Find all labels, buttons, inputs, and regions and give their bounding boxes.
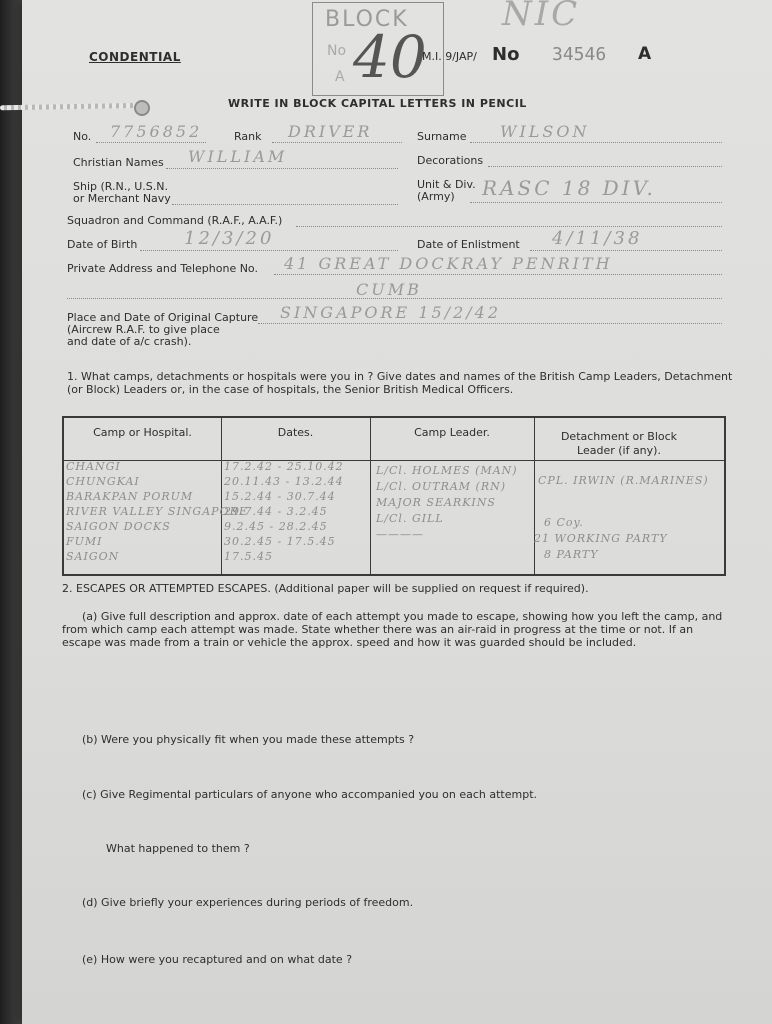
ship-label-1: Ship (R.N., U.S.N. (73, 180, 168, 193)
camp-entry: CHUNGKAI (66, 475, 140, 488)
ship-line (172, 204, 398, 205)
camp-entry: BARAKPAN PORUM (66, 490, 194, 503)
squadron-line (296, 226, 722, 227)
detachment-entry: 6 Coy. (544, 516, 584, 529)
detachment-entry: 21 WORKING PARTY (534, 532, 668, 545)
christian-names-label: Christian Names (73, 156, 164, 169)
squadron-label: Squadron and Command (R.A.F., A.A.F.) (67, 214, 283, 227)
surname-line (470, 142, 722, 143)
capture-value: SINGAPORE 15/2/42 (280, 303, 501, 322)
rank-label: Rank (234, 130, 262, 143)
stamp-block-word: BLOCK (325, 7, 409, 32)
question-1-line-1: 1. What camps, detachments or hospitals were you in ? Give dates and names of the British Camp Leaders, Detachment (67, 370, 733, 383)
pow-questionnaire-page (22, 0, 772, 1024)
date-entry: 30.2.45 - 17.5.45 (224, 535, 336, 548)
ship-label-2: or Merchant Navy (73, 192, 171, 205)
no-label: No. (73, 130, 92, 143)
rank-value: DRIVER (288, 122, 373, 141)
question-2a (62, 610, 752, 649)
unit-value: RASC 18 DIV. (482, 176, 656, 200)
serial-suffix: A (638, 44, 652, 64)
dob-value: 12/3/20 (184, 228, 275, 249)
capture-label-1: Place and Date of Original Capture (67, 311, 259, 324)
no-value: 7756852 (110, 122, 203, 141)
stamp-no-text: No (327, 43, 347, 59)
form-reference: M.I. 9/JAP/ (422, 50, 477, 63)
date-entry: 9.2.45 - 28.2.45 (224, 520, 328, 533)
date-entry: 17.5.45 (224, 550, 273, 563)
header-dates: Dates. (277, 426, 314, 439)
question-2e: (e) How were you recaptured and on what date ? (82, 953, 353, 966)
block-stamp (312, 2, 444, 96)
surname-value: WILSON (500, 122, 590, 141)
serial-number: 34546 (552, 44, 607, 65)
camp-entry: SAIGON DOCKS (66, 520, 171, 533)
header-camp: Camp or Hospital. (93, 426, 192, 439)
address-label: Private Address and Telephone No. (67, 262, 258, 275)
christian-names-line (166, 168, 398, 169)
unit-label-2: (Army) (417, 190, 455, 203)
christian-names-value: WILLIAM (188, 147, 288, 166)
camp-entry: CHANGI (66, 460, 121, 473)
enlistment-label: Date of Enlistment (417, 238, 520, 251)
dob-label: Date of Birth (67, 238, 138, 251)
camps-table (62, 416, 726, 576)
decorations-label: Decorations (417, 154, 484, 167)
question-2-heading: 2. ESCAPES OR ATTEMPTED ESCAPES. (Additional paper will be supplied on request if required). (62, 582, 589, 595)
enlistment-line (530, 250, 722, 251)
date-entry: 20.11.43 - 13.2.44 (224, 475, 344, 488)
leader-entry: L/Cl. OUTRAM (RN) (376, 480, 507, 493)
stamp-block-number: 40 (353, 23, 427, 91)
table-header-divider (64, 460, 724, 461)
address-value-1: 41 GREAT DOCKRAY PENRITH (284, 254, 613, 273)
decorations-line (488, 166, 722, 167)
leader-entry: MAJOR SEARKINS (376, 496, 496, 509)
capture-label-2: (Aircrew R.A.F. to give place (67, 323, 220, 336)
address-value-2: CUMB (356, 280, 422, 299)
rank-line (272, 142, 402, 143)
question-2c: (c) Give Regimental particulars of anyone who accompanied you on each attempt. (82, 788, 538, 801)
question-2b: (b) Were you physically fit when you made these attempts ? (82, 733, 415, 746)
capture-line (258, 323, 722, 324)
question-2a-line-1: (a) Give full description and approx. date of each attempt you made to escape, showing how you left the camp, and (82, 610, 723, 623)
table-divider (370, 418, 371, 574)
detachment-entry: 8 PARTY (544, 548, 599, 561)
question-2a-line-3: escape was made from a train or vehicle the approx. speed and how it was guarded should be included. (62, 636, 637, 649)
question-2a-line-2: from which camp each attempt was made. State whether there was an air-raid in progress at the time or not. If an (62, 623, 694, 636)
dob-line (140, 250, 398, 251)
camp-entry: SAIGON (66, 550, 120, 563)
date-entry: 29.7.44 - 3.2.45 (224, 505, 328, 518)
punch-hole (134, 100, 150, 116)
confidential-label: CONDENTIAL (89, 50, 181, 64)
table-divider (221, 418, 222, 574)
question-1 (67, 370, 747, 396)
number-label: No (492, 44, 520, 65)
date-entry: 15.2.44 - 30.7.44 (224, 490, 336, 503)
camp-entry: RIVER VALLEY SINGAPORE (66, 505, 248, 518)
camp-entry: FUMI (66, 535, 103, 548)
unit-line (470, 202, 722, 203)
capture-label-3: and date of a/c crash). (67, 335, 192, 348)
leader-entry: ———— (376, 528, 424, 541)
detachment-entry: CPL. IRWIN (R.MARINES) (538, 474, 709, 487)
question-2d: (d) Give briefly your experiences during periods of freedom. (82, 896, 414, 909)
surname-label: Surname (417, 130, 467, 143)
no-line (96, 142, 206, 143)
header-camp-leader: Camp Leader. (414, 426, 490, 439)
leader-entry: L/Cl. HOLMES (MAN) (376, 464, 518, 477)
corner-annotation: NIC (502, 0, 581, 34)
enlistment-value: 4/11/38 (552, 228, 643, 249)
date-entry: 17.2.42 - 25.10.42 (224, 460, 344, 473)
instruction-heading: WRITE IN BLOCK CAPITAL LETTERS IN PENCIL (228, 97, 527, 110)
header-detachment: Detachment or Block Leader (if any). (560, 430, 678, 457)
unit-label-1: Unit & Div. (417, 178, 476, 191)
address-line-1 (274, 274, 722, 275)
question-1-line-2: (or Block) Leaders or, in the case of hospitals, the Senior British Medical Officers. (67, 383, 514, 396)
question-2c-sub: What happened to them ? (106, 842, 250, 855)
table-divider (534, 418, 535, 574)
stamp-a-text: A (335, 69, 345, 85)
leader-entry: L/Cl. GILL (376, 512, 444, 525)
